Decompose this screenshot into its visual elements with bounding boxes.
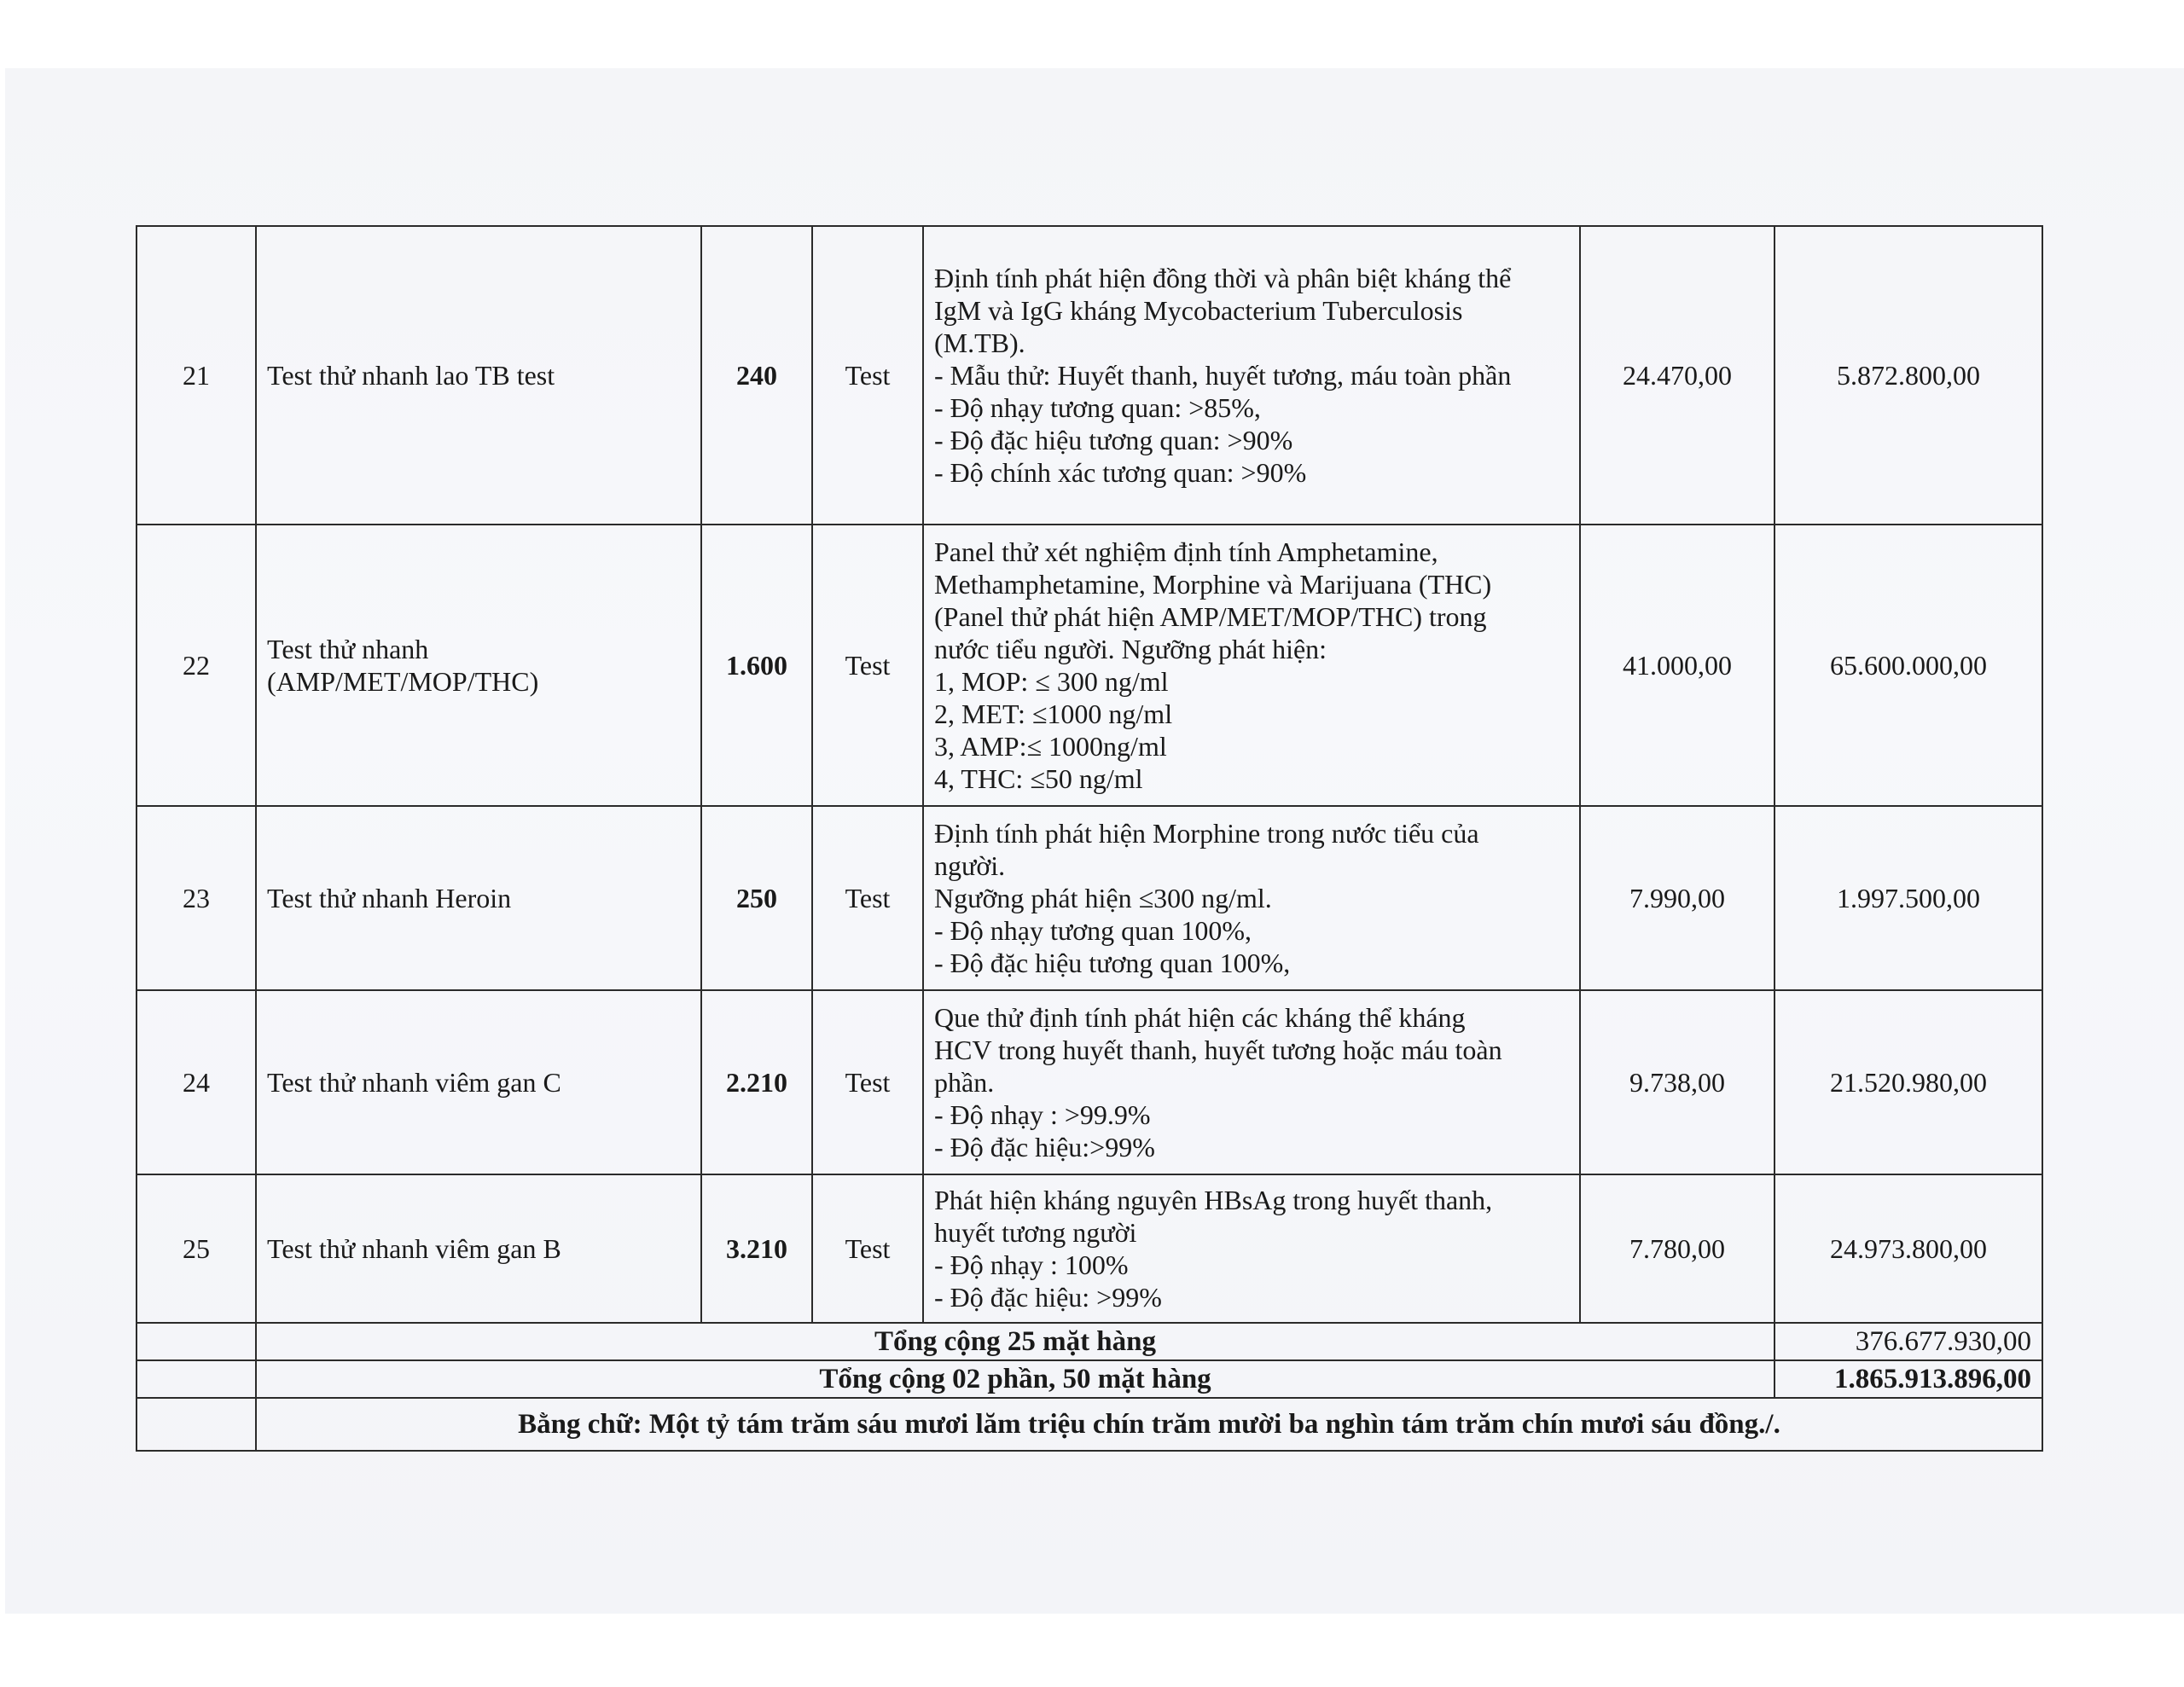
spec-line: Định tính phát hiện đồng thời và phân biệt kháng thể — [934, 263, 1512, 293]
item-specification — [923, 226, 1580, 525]
spec-line: phần. — [934, 1067, 995, 1098]
item-total: 24.973.800,00 — [1774, 1174, 2042, 1323]
item-name: Test thử nhanh viêm gan B — [256, 1174, 701, 1323]
spec-line: nước tiểu người. Ngưỡng phát hiện: — [934, 634, 1327, 664]
spec-line: Phát hiện kháng nguyên HBsAg trong huyết thanh, — [934, 1185, 1493, 1215]
item-unit: Test — [812, 806, 923, 990]
row-number: 23 — [136, 806, 256, 990]
item-quantity: 250 — [701, 806, 812, 990]
grand-total-label: Tổng cộng 02 phần, 50 mặt hàng — [256, 1360, 1774, 1398]
spec-line: Methamphetamine, Morphine và Marijuana (THC) — [934, 569, 1492, 600]
row-number: 21 — [136, 226, 256, 525]
spec-line: 4, THC: ≤50 ng/ml — [934, 763, 1143, 794]
item-total: 1.997.500,00 — [1774, 806, 2042, 990]
row-number: 24 — [136, 990, 256, 1174]
table-row — [136, 990, 2042, 1174]
table-row — [136, 525, 2042, 806]
spec-line: - Độ đặc hiệu:>99% — [934, 1132, 1155, 1162]
item-unit-price: 7.780,00 — [1580, 1174, 1774, 1323]
item-unit: Test — [812, 525, 923, 806]
grand-total-empty-cell — [136, 1360, 256, 1398]
item-specification — [923, 990, 1580, 1174]
item-unit: Test — [812, 990, 923, 1174]
subtotal-empty-cell — [136, 1323, 256, 1360]
subtotal-value: 376.677.930,00 — [1774, 1323, 2042, 1360]
item-quantity: 3.210 — [701, 1174, 812, 1323]
item-quantity: 2.210 — [701, 990, 812, 1174]
table-row — [136, 1174, 2042, 1323]
item-specification — [923, 525, 1580, 806]
spec-line: 2, MET: ≤1000 ng/ml — [934, 699, 1173, 729]
spec-line: IgM và IgG kháng Mycobacterium Tuberculosis — [934, 295, 1463, 326]
spec-line: - Độ nhạy tương quan: >85%, — [934, 392, 1261, 423]
item-quantity: 1.600 — [701, 525, 812, 806]
spec-line: - Độ đặc hiệu: >99% — [934, 1282, 1162, 1313]
item-name: Test thử nhanh Heroin — [256, 806, 701, 990]
spec-line: (M.TB). — [934, 328, 1025, 358]
amount-in-words-empty-cell — [136, 1398, 256, 1451]
item-unit-price: 41.000,00 — [1580, 525, 1774, 806]
item-name: Test thử nhanh lao TB test — [256, 226, 701, 525]
row-number: 25 — [136, 1174, 256, 1323]
spec-line: huyết tương người — [934, 1217, 1137, 1248]
item-total: 21.520.980,00 — [1774, 990, 2042, 1174]
item-name: Test thử nhanh (AMP/MET/MOP/THC) — [256, 525, 701, 806]
item-specification — [923, 806, 1580, 990]
spec-line: - Độ nhạy tương quan 100%, — [934, 915, 1252, 946]
item-name: Test thử nhanh viêm gan C — [256, 990, 701, 1174]
spec-line: Định tính phát hiện Morphine trong nước tiểu của — [934, 818, 1479, 849]
item-unit: Test — [812, 226, 923, 525]
spec-line: Panel thử xét nghiệm định tính Amphetamine, — [934, 536, 1438, 567]
subtotal-label: Tổng cộng 25 mặt hàng — [256, 1323, 1774, 1360]
spec-line: - Độ đặc hiệu tương quan: >90% — [934, 425, 1293, 455]
item-unit-price: 7.990,00 — [1580, 806, 1774, 990]
price-table — [136, 225, 2043, 1452]
item-total: 5.872.800,00 — [1774, 226, 2042, 525]
amount-in-words-row — [136, 1398, 2042, 1451]
row-number: 22 — [136, 525, 256, 806]
spec-line: - Độ nhạy : 100% — [934, 1249, 1129, 1280]
table-row — [136, 806, 2042, 990]
spec-line: Que thử định tính phát hiện các kháng thể kháng — [934, 1002, 1466, 1033]
item-unit: Test — [812, 1174, 923, 1323]
spec-line: Ngưỡng phát hiện ≤300 ng/ml. — [934, 883, 1272, 913]
grand-total-value: 1.865.913.896,00 — [1774, 1360, 2042, 1398]
item-quantity: 240 — [701, 226, 812, 525]
spec-line: - Độ nhạy : >99.9% — [934, 1099, 1151, 1130]
subtotal-row — [136, 1323, 2042, 1360]
item-specification — [923, 1174, 1580, 1323]
spec-line: - Độ đặc hiệu tương quan 100%, — [934, 948, 1291, 978]
table-row — [136, 226, 2042, 525]
spec-line: 1, MOP: ≤ 300 ng/ml — [934, 666, 1169, 697]
spec-line: người. — [934, 850, 1006, 881]
item-unit-price: 24.470,00 — [1580, 226, 1774, 525]
item-total: 65.600.000,00 — [1774, 525, 2042, 806]
spec-line: (Panel thử phát hiện AMP/MET/MOP/THC) trong — [934, 601, 1487, 632]
item-unit-price: 9.738,00 — [1580, 990, 1774, 1174]
spec-line: - Mẫu thử: Huyết thanh, huyết tương, máu toàn phần — [934, 360, 1512, 391]
spec-line: 3, AMP:≤ 1000ng/ml — [934, 731, 1167, 762]
grand-total-row — [136, 1360, 2042, 1398]
amount-in-words: Bằng chữ: Một tỷ tám trăm sáu mươi lăm triệu chín trăm mười ba nghìn tám trăm chín mươi sáu đồng./. — [256, 1398, 2042, 1451]
spec-line: HCV trong huyết thanh, huyết tương hoặc máu toàn — [934, 1035, 1502, 1065]
spec-line: - Độ chính xác tương quan: >90% — [934, 457, 1307, 488]
